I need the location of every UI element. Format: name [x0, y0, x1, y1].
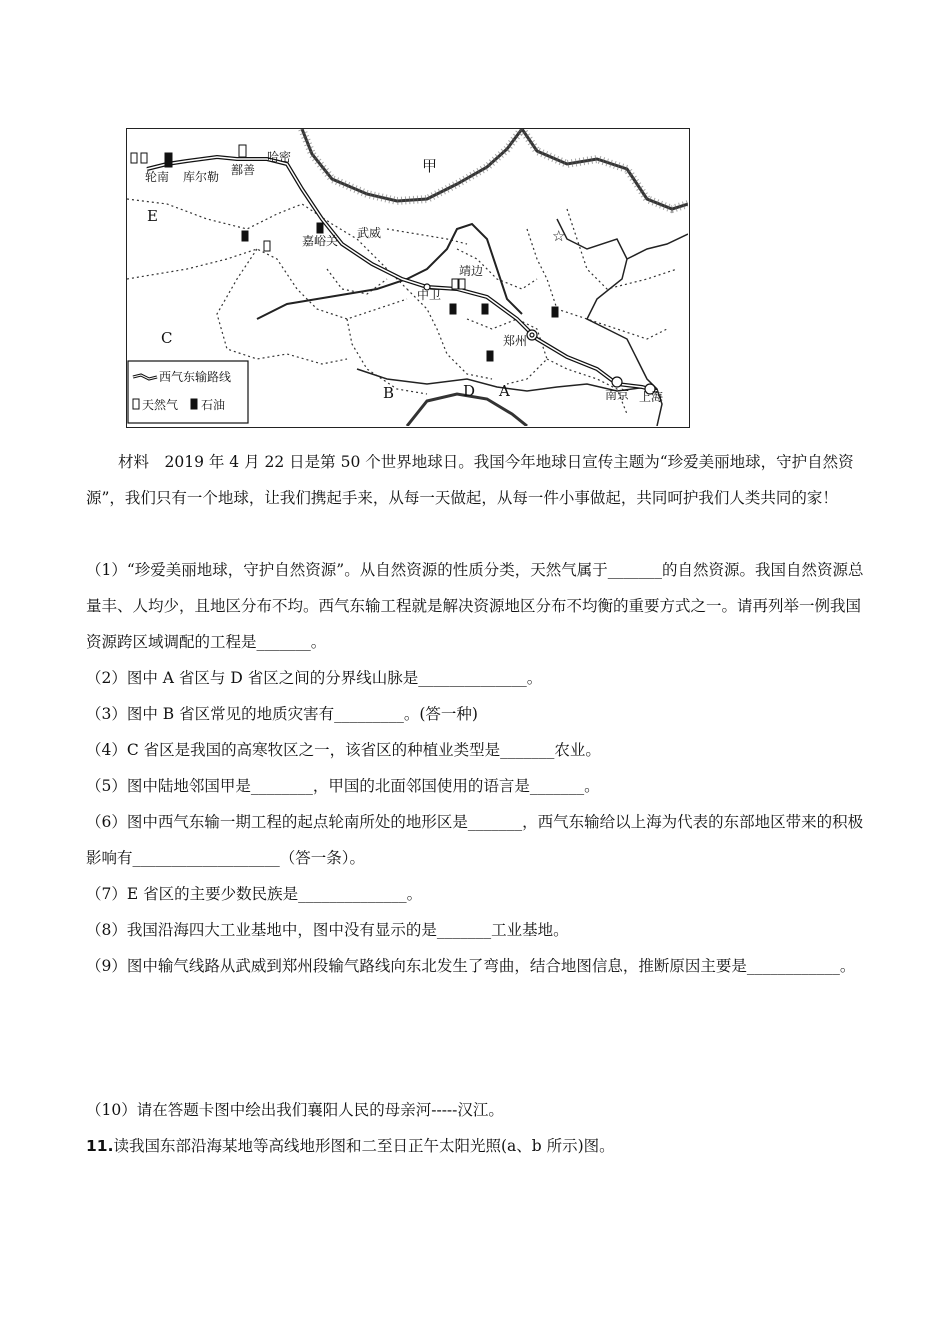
material-section: [86, 444, 876, 516]
label-wuwei: 武威: [357, 226, 382, 240]
capital-star-icon: ☆: [552, 227, 566, 245]
label-jia: 甲: [422, 157, 438, 175]
label-E: E: [147, 207, 158, 225]
next-question-number: 11.: [86, 1137, 114, 1155]
label-jingbian: 靖边: [459, 264, 484, 278]
legend-gas-label: 天然气: [142, 398, 179, 412]
label-zhengzhou: 郑州: [503, 334, 528, 348]
label-B: B: [383, 384, 395, 402]
question-5: （5）图中陆地邻国甲是________，甲国的北面邻国使用的语言是_______。: [86, 777, 600, 795]
border-northeast: [522, 129, 688, 209]
label-kuerle: 库尔勒: [183, 170, 220, 184]
question-2: （2）图中 A 省区与 D 省区之间的分界线山脉是______________。: [86, 669, 543, 687]
next-question-text: 读我国东部沿海某地等高线地形图和二至日正午太阳光照(a、b 所示)图。: [113, 1137, 615, 1155]
questions-section: [86, 552, 876, 984]
label-C: C: [161, 329, 173, 347]
label-shanghai: 上海: [639, 390, 664, 404]
label-D: D: [463, 382, 476, 400]
pipeline-map: [126, 128, 690, 428]
material-paragraph: 材料 2019 年 4 月 22 日是第 50 个世界地球日。我国今年地球日宣传主题为“珍爱美丽地球，守护自然资源”，我们只有一个地球，让我们携起手来，从每一天做起，从每一件小事做起，共同呵护我们人类共同的家！: [86, 453, 854, 507]
label-shanshan: 鄯善: [231, 163, 256, 177]
map-legend: [128, 361, 248, 423]
map-svg: [127, 129, 688, 426]
question-1: （1）“珍爱美丽地球，守护自然资源”。从自然资源的性质分类，天然气属于_______的自然资源。我国自然资源总量丰、人均少，且地区分布不均。西气东输工程就是解决资源地区分布不均衡的重要方式之一。请再列举一例我国资源跨区域调配的工程是_______。: [86, 561, 864, 651]
question-8: （8）我国沿海四大工业基地中，图中没有显示的是_______工业基地。: [86, 921, 569, 939]
question-7: （7）E 省区的主要少数民族是______________。: [86, 885, 423, 903]
label-A: A: [499, 382, 510, 400]
question-4: （4）C 省区是我国的高寒牧区之一，该省区的种植业类型是_______农业。: [86, 741, 601, 759]
legend-oil-label: 石油: [201, 398, 226, 412]
question-6: （6）图中西气东输一期工程的起点轮南所处的地形区是_______，西气东输给以上海为代表的东部地区带来的积极影响有___________________（答一条）。: [86, 813, 864, 867]
label-hami: 哈密: [267, 150, 292, 164]
question-10-section: [86, 1092, 876, 1128]
label-jiayuguan: 嘉峪关: [302, 234, 339, 248]
legend-pipeline-label: 西气东输路线: [159, 370, 232, 384]
pipeline-route: [147, 157, 657, 391]
label-zhongwei: 中卫: [417, 288, 442, 302]
label-lunnan: 轮南: [145, 170, 170, 184]
question-10: （10）请在答题卡图中绘出我们襄阳人民的母亲河-----汉江。: [86, 1101, 504, 1119]
label-nanjing: 南京: [605, 388, 630, 402]
question-3: （3）图中 B 省区常见的地质灾害有_________。(答一种): [86, 705, 478, 723]
question-9: （9）图中输气线路从武威到郑州段输气路线向东北发生了弯曲，结合地图信息，推断原因主要是____________。: [86, 957, 856, 975]
next-question: [86, 1128, 876, 1164]
